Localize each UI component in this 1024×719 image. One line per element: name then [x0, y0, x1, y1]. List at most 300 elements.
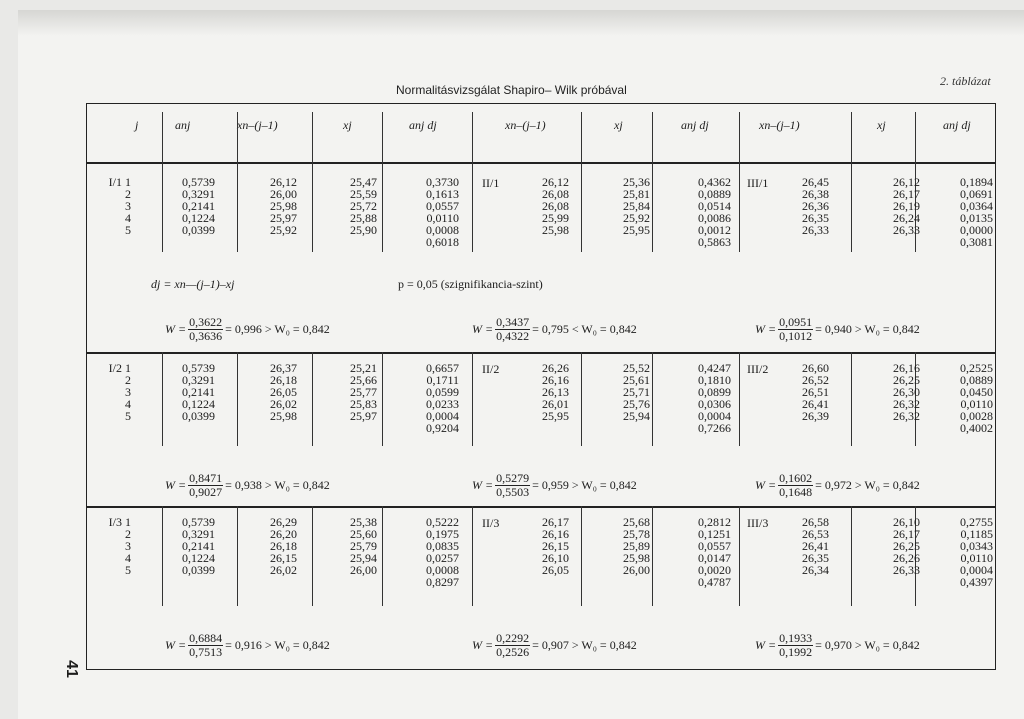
column-rule	[581, 506, 582, 606]
table-cell: 26,00	[623, 563, 650, 577]
w-denominator: 0,3636	[189, 329, 223, 343]
table-cell: 5	[125, 223, 131, 237]
header-xj-1: xj	[343, 118, 352, 132]
table-cell: 25,71	[623, 385, 650, 399]
table-cell: 25,89	[623, 539, 650, 553]
table-cell: 0,0012	[698, 223, 731, 237]
table-cell: 25,97	[350, 409, 377, 423]
table-cell: 25,98	[270, 409, 297, 423]
table-cell: 25,98	[542, 223, 569, 237]
table-cell: 0,1810	[698, 373, 731, 387]
column-rule	[472, 506, 473, 606]
table-cell: 26,52	[802, 373, 829, 387]
w-label: W =	[472, 322, 494, 336]
table-cell: 0,4362	[698, 175, 731, 189]
table-cell: 5	[125, 563, 131, 577]
table-cell: 25,38	[350, 515, 377, 529]
table-cell: 25,60	[350, 527, 377, 541]
column-rule	[851, 352, 852, 446]
table-cell: 26,15	[270, 551, 297, 565]
table-cell: 0,0233	[426, 397, 459, 411]
xn-column	[235, 176, 297, 236]
header-column-rule	[312, 112, 313, 162]
table-cell: 26,51	[802, 385, 829, 399]
row-id-column	[91, 176, 131, 236]
block-rule-1	[87, 352, 995, 354]
column-rule	[312, 162, 313, 252]
table-cell: 0,2141	[182, 385, 215, 399]
column-rule	[652, 506, 653, 606]
table-cell: 26,24	[893, 211, 920, 225]
table-cell: 26,41	[802, 397, 829, 411]
header-xn-1: xn–(j–1)	[237, 118, 278, 132]
w-fraction	[495, 472, 530, 499]
table-cell: 0,0086	[698, 211, 731, 225]
anj-column	[169, 516, 215, 576]
header-ad-2: anj dj	[681, 118, 709, 132]
w-numerator: 0,2292	[496, 631, 530, 645]
table-cell: I/1 1	[108, 175, 131, 189]
anj-column	[169, 176, 215, 236]
header-xn-2: xn–(j–1)	[505, 118, 546, 132]
table-cell: 3	[125, 385, 131, 399]
table-cell: 0,0450	[960, 385, 993, 399]
table-cell: 0,1185	[960, 527, 993, 541]
table-cell: 26,05	[542, 563, 569, 577]
column-rule	[382, 506, 383, 606]
table-cell: 0,0557	[698, 539, 731, 553]
table-cell: 0,0399	[182, 409, 215, 423]
w-numerator: 0,8471	[189, 471, 223, 485]
header-xj-2: xj	[614, 118, 623, 132]
w-fraction	[495, 632, 530, 659]
table-cell: 26,26	[893, 551, 920, 565]
table-cell: 26,18	[270, 539, 297, 553]
w-fraction	[778, 316, 813, 343]
table-cell: 25,95	[542, 409, 569, 423]
table-cell: 25,83	[350, 397, 377, 411]
table-cell: 26,00	[270, 187, 297, 201]
w-denominator: 0,4322	[496, 329, 530, 343]
table-cell: 26,45	[802, 175, 829, 189]
w-result: = 0,959 > W₀ = 0,842	[532, 478, 637, 492]
table-cell: 26,05	[270, 385, 297, 399]
table-cell: 25,47	[350, 175, 377, 189]
column-rule	[472, 352, 473, 446]
table-cell: 26,02	[270, 563, 297, 577]
xn-column	[507, 362, 569, 422]
w-result: = 0,940 > W₀ = 0,842	[815, 322, 920, 336]
header-column-rule	[581, 112, 582, 162]
table-cell: 0,2755	[960, 515, 993, 529]
table-cell: 0,1613	[426, 187, 459, 201]
table-cell: 25,98	[270, 199, 297, 213]
table-cell: 25,72	[350, 199, 377, 213]
table-cell: 2	[125, 527, 131, 541]
table-cell: 26,26	[542, 361, 569, 375]
table-cell: 25,61	[623, 373, 650, 387]
w-denominator: 0,7513	[189, 645, 223, 659]
table-cell: 0,0004	[960, 563, 993, 577]
table-cell: 25,90	[350, 223, 377, 237]
xn-column	[235, 362, 297, 422]
table-cell: 0,0008	[426, 223, 459, 237]
table-cell: 26,36	[802, 199, 829, 213]
w-label: W =	[165, 478, 187, 492]
w-denominator: 0,1648	[779, 485, 813, 499]
table-cell: 3	[125, 539, 131, 553]
column-rule	[581, 162, 582, 252]
table-cell: I/3 1	[108, 515, 131, 529]
header-column-rule	[652, 112, 653, 162]
table-cell: 25,92	[623, 211, 650, 225]
sample-label: III/3	[747, 516, 769, 530]
table-cell: 25,79	[350, 539, 377, 553]
column-rule	[652, 352, 653, 446]
table-cell: 0,0135	[960, 211, 993, 225]
w-statistic	[755, 632, 920, 659]
table-cell: 0,0110	[426, 211, 459, 225]
xj-column	[337, 516, 377, 576]
table-cell: 25,66	[350, 373, 377, 387]
table-cell: 26,60	[802, 361, 829, 375]
header-column-rule	[851, 112, 852, 162]
table-cell: 0,0004	[698, 409, 731, 423]
table-cell: 25,94	[350, 551, 377, 565]
w-label: W =	[755, 478, 777, 492]
header-ad-3: anj dj	[943, 118, 971, 132]
table-cell: 25,76	[623, 397, 650, 411]
column-rule	[162, 506, 163, 606]
table-cell: 26,35	[802, 211, 829, 225]
table-cell: 0,0364	[960, 199, 993, 213]
table-cell: 0,0028	[960, 409, 993, 423]
w-statistic	[472, 316, 637, 343]
table-label: 2. táblázat	[940, 74, 991, 88]
header-column-rule	[472, 112, 473, 162]
table-cell: 25,77	[350, 385, 377, 399]
column-rule	[851, 506, 852, 606]
table-cell: 25,84	[623, 199, 650, 213]
table-cell: 26,10	[542, 551, 569, 565]
column-rule	[851, 162, 852, 252]
table-cell: 25,97	[270, 211, 297, 225]
table-cell: 0,2141	[182, 539, 215, 553]
header-ad-1: anj dj	[409, 118, 437, 132]
column-rule	[739, 506, 740, 606]
w-numerator: 0,5279	[496, 471, 530, 485]
table-cell: 0,2812	[698, 515, 731, 529]
table-cell: 4	[125, 551, 131, 565]
w-label: W =	[472, 478, 494, 492]
column-rule	[382, 352, 383, 446]
table-cell: 26,37	[270, 361, 297, 375]
table-cell: 25,21	[350, 361, 377, 375]
w-result: = 0,970 > W₀ = 0,842	[815, 638, 920, 652]
sample-label: II/1	[482, 176, 500, 190]
w-statistic	[472, 632, 637, 659]
anj-dj-column	[947, 176, 993, 248]
table-cell: 25,92	[270, 223, 297, 237]
w-fraction	[188, 472, 223, 499]
w-numerator: 0,6884	[189, 631, 223, 645]
table-cell: 0,0110	[960, 397, 993, 411]
header-column-rule	[382, 112, 383, 162]
table-cell: 26,12	[542, 175, 569, 189]
w-fraction	[188, 316, 223, 343]
table-cell: 26,29	[270, 515, 297, 529]
page-number-text: 41	[62, 660, 80, 678]
note-p: p = 0,05 (szignifikancia-szint)	[398, 277, 543, 291]
table-cell: 0,0147	[698, 551, 731, 565]
table-cell: 25,95	[623, 223, 650, 237]
table-cell: 26,12	[893, 175, 920, 189]
table-cell: 25,98	[623, 551, 650, 565]
table-cell: 26,17	[542, 515, 569, 529]
xj-column	[880, 176, 920, 236]
table-cell: 0,0599	[426, 385, 459, 399]
table-cell: 26,01	[542, 397, 569, 411]
w-statistic	[755, 316, 920, 343]
w-numerator: 0,1602	[779, 471, 813, 485]
w-fraction	[495, 316, 530, 343]
note-dj: dj = xn—(j–1)–xj	[151, 277, 235, 291]
w-statistic	[165, 632, 330, 659]
header-xj-3: xj	[877, 118, 886, 132]
table-cell: 26,13	[542, 385, 569, 399]
table-cell: 26,33	[893, 563, 920, 577]
table-cell: 0,0514	[698, 199, 731, 213]
sample-label: III/2	[747, 362, 769, 376]
column-rule	[312, 506, 313, 606]
xj-column	[880, 362, 920, 422]
table-cell: 26,15	[542, 539, 569, 553]
table-cell: 25,81	[623, 187, 650, 201]
table-cell: 26,58	[802, 515, 829, 529]
xn-column	[507, 176, 569, 236]
table-cell: 25,78	[623, 527, 650, 541]
xj-column	[610, 516, 650, 576]
table-cell: 26,08	[542, 199, 569, 213]
table-cell: 3	[125, 199, 131, 213]
header-xn-3: xn–(j–1)	[759, 118, 800, 132]
table-cell: 0,0889	[698, 187, 731, 201]
table-cell: 0,4787	[698, 575, 731, 589]
table-cell: 0,1251	[698, 527, 731, 541]
table-cell: 5	[125, 409, 131, 423]
xj-column	[337, 362, 377, 422]
w-fraction	[188, 632, 223, 659]
w-numerator: 0,0951	[779, 315, 813, 329]
table-cell: 2	[125, 373, 131, 387]
anj-dj-column	[685, 516, 731, 588]
table-cell: 26,53	[802, 527, 829, 541]
table-cell: 0,1894	[960, 175, 993, 189]
table-cell: 0,0110	[960, 551, 993, 565]
w-label: W =	[755, 322, 777, 336]
table-cell: 0,4397	[960, 575, 993, 589]
sample-label: II/2	[482, 362, 500, 376]
header-column-rule	[739, 112, 740, 162]
w-label: W =	[165, 322, 187, 336]
table-cell: 26,16	[542, 373, 569, 387]
block-rule-2	[87, 506, 995, 508]
anj-dj-column	[413, 516, 459, 588]
table-cell: 0,0835	[426, 539, 459, 553]
table-cell: 0,3291	[182, 527, 215, 541]
xj-column	[337, 176, 377, 236]
table-cell: 0,0306	[698, 397, 731, 411]
column-rule	[162, 352, 163, 446]
xn-column	[767, 176, 829, 236]
table-cell: 26,20	[270, 527, 297, 541]
anj-dj-column	[947, 516, 993, 588]
table-cell: 0,1224	[182, 211, 215, 225]
table-cell: 0,5739	[182, 361, 215, 375]
anj-dj-column	[685, 362, 731, 434]
table-cell: 4	[125, 211, 131, 225]
table-cell: 26,17	[893, 187, 920, 201]
anj-column	[169, 362, 215, 422]
table-cell: 25,88	[350, 211, 377, 225]
table-cell: 0,3730	[426, 175, 459, 189]
scanned-page	[18, 10, 1024, 719]
table-cell: 26,17	[893, 527, 920, 541]
w-statistic	[165, 472, 330, 499]
table-cell: 0,5739	[182, 515, 215, 529]
table-cell: 26,18	[270, 373, 297, 387]
table-cell: I/2 1	[108, 361, 131, 375]
page-title: Normalitásvizsgálat Shapiro– Wilk próbával	[396, 83, 627, 97]
table-cell: 0,5222	[426, 515, 459, 529]
table-cell: 26,16	[542, 527, 569, 541]
anj-dj-column	[685, 176, 731, 248]
w-denominator: 0,9027	[189, 485, 223, 499]
column-rule	[162, 162, 163, 252]
table-cell: 0,7266	[698, 421, 731, 435]
header-anj-1: anj	[175, 118, 191, 132]
sample-label: II/3	[482, 516, 500, 530]
table-cell: 0,8297	[426, 575, 459, 589]
table-cell: 0,1975	[426, 527, 459, 541]
column-rule	[312, 352, 313, 446]
xn-column	[507, 516, 569, 576]
w-result: = 0,938 > W₀ = 0,842	[225, 478, 330, 492]
table-cell: 0,5863	[698, 235, 731, 249]
column-rule	[581, 352, 582, 446]
table-cell: 0,2525	[960, 361, 993, 375]
table-cell: 0,3291	[182, 187, 215, 201]
sample-label: III/1	[747, 176, 769, 190]
w-statistic	[472, 472, 637, 499]
table-cell: 0,2141	[182, 199, 215, 213]
w-denominator: 0,2526	[496, 645, 530, 659]
table-cell: 0,0889	[960, 373, 993, 387]
header-j: j	[135, 118, 139, 132]
xj-column	[880, 516, 920, 576]
w-result: = 0,972 > W₀ = 0,842	[815, 478, 920, 492]
table-cell: 26,00	[350, 563, 377, 577]
table-cell: 0,3081	[960, 235, 993, 249]
w-label: W =	[165, 638, 187, 652]
column-rule	[739, 162, 740, 252]
header-rule	[87, 162, 995, 164]
table-cell: 26,33	[893, 223, 920, 237]
table-cell: 26,32	[893, 409, 920, 423]
table-cell: 26,34	[802, 563, 829, 577]
header-column-rule	[915, 112, 916, 162]
w-numerator: 0,1933	[779, 631, 813, 645]
table-cell: 0,9204	[426, 421, 459, 435]
table-cell: 0,0257	[426, 551, 459, 565]
w-statistic	[755, 472, 920, 499]
w-denominator: 0,1012	[779, 329, 813, 343]
column-rule	[472, 162, 473, 252]
xj-column	[610, 176, 650, 236]
table-cell: 0,0000	[960, 223, 993, 237]
table-cell: 0,1224	[182, 551, 215, 565]
table-cell: 25,52	[623, 361, 650, 375]
table-cell: 0,0399	[182, 223, 215, 237]
table-cell: 25,36	[623, 175, 650, 189]
xn-column	[235, 516, 297, 576]
table-cell: 0,1224	[182, 397, 215, 411]
column-rule	[739, 352, 740, 446]
table-cell: 26,25	[893, 539, 920, 553]
w-denominator: 0,1992	[779, 645, 813, 659]
table-cell: 0,3291	[182, 373, 215, 387]
table-cell: 26,32	[893, 397, 920, 411]
scan-shadow	[18, 10, 1024, 36]
table-cell: 26,30	[893, 385, 920, 399]
w-result: = 0,916 > W₀ = 0,842	[225, 638, 330, 652]
w-fraction	[778, 472, 813, 499]
table-cell: 26,33	[802, 223, 829, 237]
w-fraction	[778, 632, 813, 659]
xn-column	[767, 362, 829, 422]
table-cell: 0,6018	[426, 235, 459, 249]
w-statistic	[165, 316, 330, 343]
table-cell: 0,0343	[960, 539, 993, 553]
table-cell: 26,10	[893, 515, 920, 529]
anj-dj-column	[413, 362, 459, 434]
table-cell: 26,25	[893, 373, 920, 387]
w-denominator: 0,5503	[496, 485, 530, 499]
header-column-rule	[237, 112, 238, 162]
table-cell: 0,5739	[182, 175, 215, 189]
table-cell: 25,99	[542, 211, 569, 225]
w-numerator: 0,3622	[189, 315, 223, 329]
table-cell: 0,4002	[960, 421, 993, 435]
shapiro-wilk-table	[86, 103, 996, 670]
table-cell: 26,39	[802, 409, 829, 423]
row-id-column	[91, 362, 131, 422]
table-cell: 0,0004	[426, 409, 459, 423]
table-cell: 2	[125, 187, 131, 201]
table-cell: 26,02	[270, 397, 297, 411]
xn-column	[767, 516, 829, 576]
w-label: W =	[472, 638, 494, 652]
w-result: = 0,907 > W₀ = 0,842	[532, 638, 637, 652]
table-cell: 26,19	[893, 199, 920, 213]
table-cell: 26,12	[270, 175, 297, 189]
anj-dj-column	[413, 176, 459, 248]
header-column-rule	[162, 112, 163, 162]
column-rule	[652, 162, 653, 252]
table-cell: 0,0399	[182, 563, 215, 577]
row-id-column	[91, 516, 131, 576]
w-result: = 0,996 > W₀ = 0,842	[225, 322, 330, 336]
